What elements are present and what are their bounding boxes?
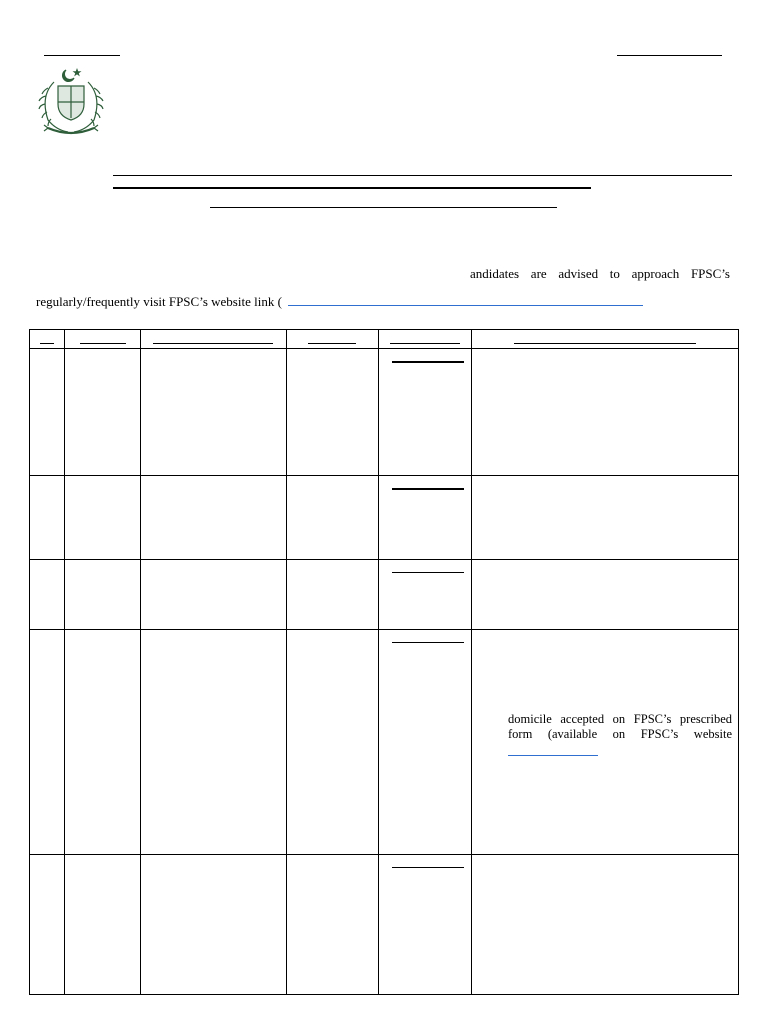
- table-cell-rule: [392, 642, 464, 643]
- advisory-text-line-1: andidates are advised to approach FPSC’s: [470, 266, 730, 281]
- table-row: [29, 629, 739, 630]
- table-column-divider: [471, 329, 472, 995]
- title-rule-2: [113, 187, 591, 189]
- table-row: [29, 475, 739, 476]
- domicile-note-line-2: form (available on FPSC’s website: [508, 727, 732, 741]
- header-left-rule: [44, 55, 120, 56]
- table-header-cell: [40, 343, 54, 344]
- table-column-divider: [64, 329, 65, 995]
- table-header-cell: [390, 343, 460, 344]
- table-cell-rule: [392, 867, 464, 868]
- domicile-note-line-1: domicile accepted on FPSC’s prescribed: [508, 712, 732, 726]
- state-emblem-icon: [36, 64, 106, 138]
- header-right-rule: [617, 55, 722, 56]
- table-header-divider: [29, 348, 739, 349]
- table-cell-rule: [392, 572, 464, 573]
- table-header-cell: [80, 343, 126, 344]
- domicile-note: [508, 712, 732, 742]
- table-cell-rule: [392, 361, 464, 363]
- table-header-cell: [308, 343, 356, 344]
- posts-table: [29, 329, 739, 995]
- table-column-divider: [140, 329, 141, 995]
- table-column-divider: [378, 329, 379, 995]
- table-row: [29, 854, 739, 855]
- table-header-cell: [514, 343, 696, 344]
- table-header-cell: [153, 343, 273, 344]
- table-column-divider: [286, 329, 287, 995]
- title-rule-1: [113, 175, 732, 176]
- title-rule-3: [210, 207, 557, 208]
- table-cell-rule: [392, 488, 464, 490]
- advisory-text-line-2: regularly/frequently visit FPSC’s website link (: [36, 294, 282, 309]
- table-row: [29, 559, 739, 560]
- domicile-form-link[interactable]: [508, 755, 598, 756]
- website-link[interactable]: [288, 305, 643, 306]
